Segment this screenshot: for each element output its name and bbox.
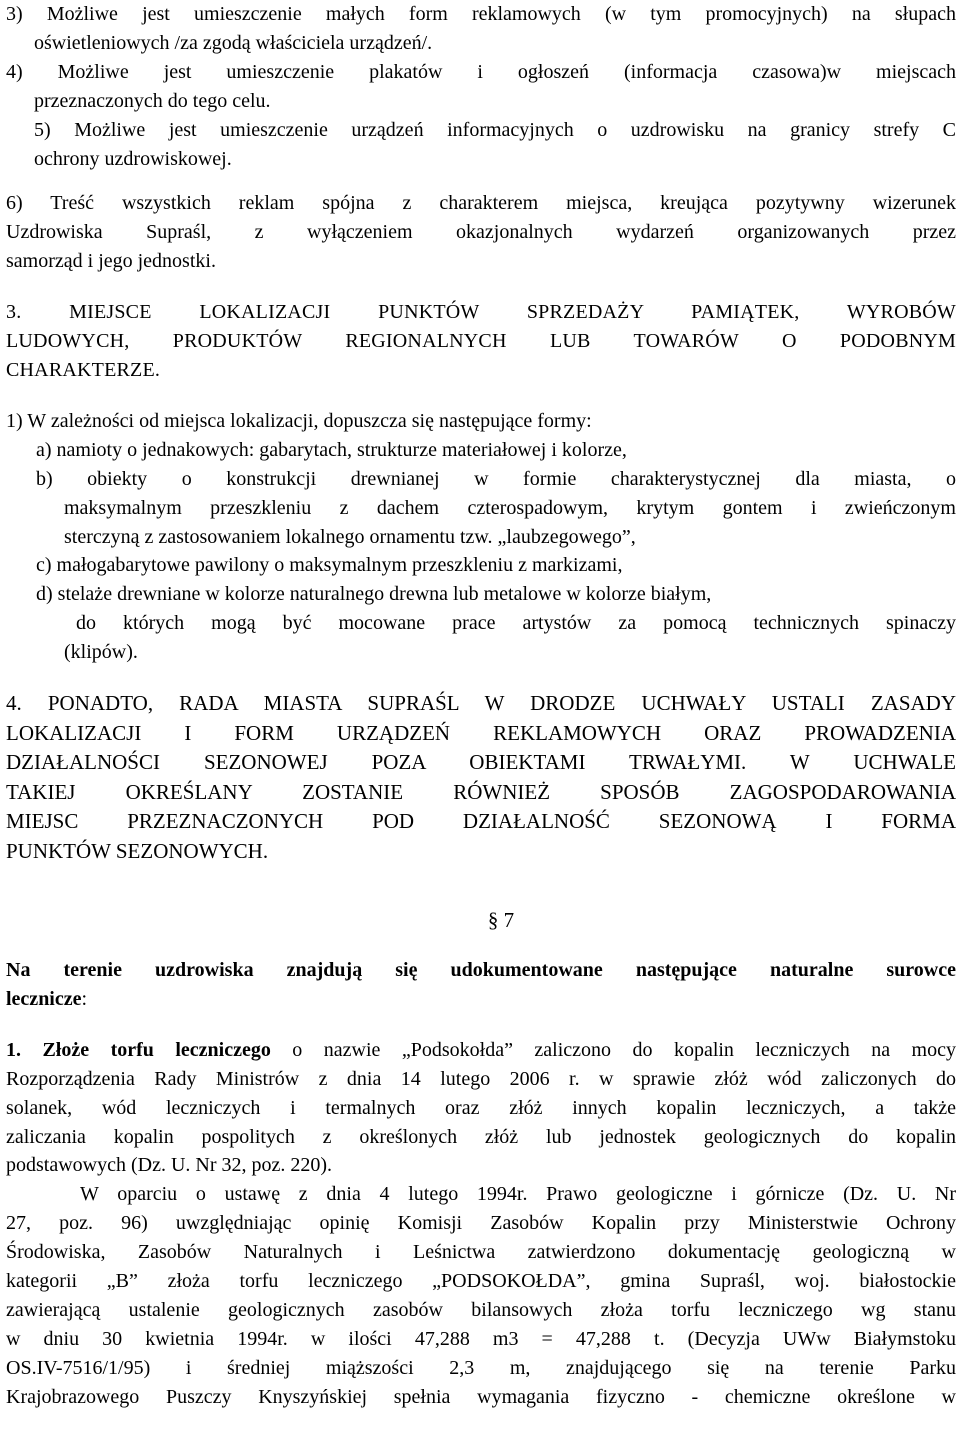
- text-line: samorząd i jego jednostki.: [6, 250, 216, 273]
- text-line: 5) Możliwe jest umieszczenie urządzeń informacyjnych o uzdrowisku na granicy strefy C: [34, 118, 956, 141]
- list-item-6: [6, 189, 956, 276]
- text-line: Krajobrazowego Puszczy Knyszyńskiej spełnia wymagania fizyczno - chemiczne określone w: [6, 1385, 956, 1408]
- heading-line: MIEJSC PRZEZNACZONYCH POD DZIAŁALNOŚĆ SEZONOWĄ I FORMA: [6, 809, 956, 834]
- text-line: W oparciu o ustawę z dnia 4 lutego 1994r. Prawo geologiczne i górnicze (Dz. U. Nr: [80, 1183, 956, 1206]
- heading-line: CHARAKTERZE.: [6, 358, 161, 381]
- resource-title: 1. Złoże torfu leczniczego: [6, 1038, 271, 1061]
- heading-line: LOKALIZACJI I FORM URZĄDZEŃ REKLAMOWYCH ORAZ PROWADZENIA: [6, 720, 956, 745]
- resource-item-1: [6, 1036, 956, 1181]
- heading-colon: :: [81, 987, 88, 1010]
- form-item-b: [6, 465, 956, 552]
- text-line: (klipów).: [64, 641, 138, 664]
- section-7-heading: [6, 956, 956, 1014]
- text-line: zaliczania kopalin pospolitych z określonych złóż lub jednostek geologicznych do kopalin: [6, 1125, 956, 1148]
- heading-line: LUDOWYCH, PRODUKTÓW REGIONALNYCH LUB TOWARÓW O PODOBNYM: [6, 330, 956, 353]
- text-line: b) obiekty o konstrukcji drewnianej w formie charakterystycznej dla miasta, o: [36, 467, 956, 490]
- heading-line: PUNKTÓW SEZONOWYCH.: [6, 838, 269, 863]
- text-line: ochrony uzdrowiskowej.: [34, 147, 232, 170]
- text-line: solanek, wód leczniczych i termalnych oraz złóż innych kopalin leczniczych, a także: [6, 1096, 956, 1119]
- text-line: 3) Możliwe jest umieszczenie małych form reklamowych (w tym promocyjnych) na słupach: [6, 3, 956, 25]
- resource-title-rest: o nazwie „Podsokołda” zaliczono do kopalin leczniczych na mocy: [270, 1038, 956, 1061]
- heading-line: 3. MIEJSCE LOKALIZACJI PUNKTÓW SPRZEDAŻY PAMIĄTEK, WYROBÓW: [6, 301, 956, 324]
- form-item-c: c) małogabarytowe pawilony o maksymalnym przeszkleniu z markizami,: [36, 554, 623, 577]
- text-line: 4) Możliwe jest umieszczenie plakatów i ogłoszeń (informacja czasowa)w miejscach: [6, 60, 956, 83]
- section-3-heading: [6, 298, 956, 385]
- list-item-3: [6, 0, 956, 58]
- section-4-heading: [6, 689, 956, 866]
- text-line: maksymalnym przeszkleniu z dachem czterospadowym, krytym gontem i zwieńczonym: [64, 496, 956, 519]
- text-line: Rozporządzenia Rady Ministrów z dnia 14 lutego 2006 r. w sprawie złóż wód zaliczonych do: [6, 1067, 956, 1090]
- form-item-a: a) namioty o jednakowych: gabarytach, strukturze materiałowej i kolorze,: [36, 438, 627, 461]
- text-line: przeznaczonych do tego celu.: [34, 89, 271, 112]
- text-line: Uzdrowiska Supraśl, z wyłączeniem okazjonalnych wydarzeń organizowanych przez: [6, 221, 956, 244]
- text-line: 6) Treść wszystkich reklam spójna z charakterem miejsca, kreująca pozytywny wizerunek: [6, 192, 956, 215]
- document-page: [6, 0, 956, 1412]
- text-line: Środowiska, Zasobów Naturalnych i Leśnictwa zatwierdzono dokumentację geologiczną w: [6, 1241, 956, 1264]
- text-line: do których mogą być mocowane prace artystów za pomocą technicznych spinaczy: [76, 612, 956, 635]
- heading-line: Na terenie uzdrowiska znajdują się udokumentowane następujące naturalne surowce: [6, 959, 956, 982]
- text-line: [6, 1036, 956, 1065]
- text-line: sterczyną z zastosowaniem lokalnego ornamentu tzw. „laubzegowego”,: [64, 525, 636, 548]
- list-item-4: [6, 58, 956, 116]
- text-line: podstawowych (Dz. U. Nr 32, poz. 220).: [6, 1154, 333, 1177]
- text-line: OS.IV-7516/1/95) i średniej miąższości 2,3 m, znajdującego się na terenie Parku: [6, 1356, 956, 1379]
- form-item-d: [6, 580, 956, 667]
- text-line: zawierającą ustalenie geologicznych zasobów bilansowych złoża torfu leczniczego wg stanu: [6, 1299, 956, 1321]
- heading-line: [6, 985, 956, 1014]
- heading-line: DZIAŁALNOŚCI SEZONOWEJ POZA OBIEKTAMI TRWAŁYMI. W UCHWALE: [6, 750, 956, 775]
- resource-paragraph-2: [6, 1180, 956, 1411]
- heading-line: TAKIEJ OKREŚLANY ZOSTANIE RÓWNIEŻ SPOSÓB ZAGOSPODAROWANIA: [6, 779, 956, 804]
- text-line: kategorii „B” złoża torfu leczniczego „PODSOKOŁDA”, gmina Supraśl, woj. białostockie: [6, 1270, 956, 1293]
- section-3-intro: 1) W zależności od miejsca lokalizacji, dopuszcza się następujące formy:: [6, 409, 592, 432]
- text-line: 27, poz. 96) uwzględniając opinię Komisji Zasobów Kopalin przy Ministerstwie Ochrony: [6, 1212, 956, 1235]
- heading-text: lecznicze: [6, 987, 82, 1010]
- text-line: oświetleniowych /za zgodą właściciela urządzeń/.: [34, 31, 433, 54]
- text-line: d) stelaże drewniane w kolorze naturalnego drewna lub metalowe w kolorze białym,: [36, 583, 712, 606]
- list-item-5: [6, 116, 956, 174]
- heading-line: 4. PONADTO, RADA MIASTA SUPRAŚL W DRODZE UCHWAŁY USTALI ZASADY: [6, 691, 956, 716]
- paragraph-sign: § 7: [487, 908, 515, 933]
- text-line: w dniu 30 kwietnia 1994r. w ilości 47,288 m3 = 47,288 t. (Decyzja UWw Białymstoku: [6, 1327, 956, 1350]
